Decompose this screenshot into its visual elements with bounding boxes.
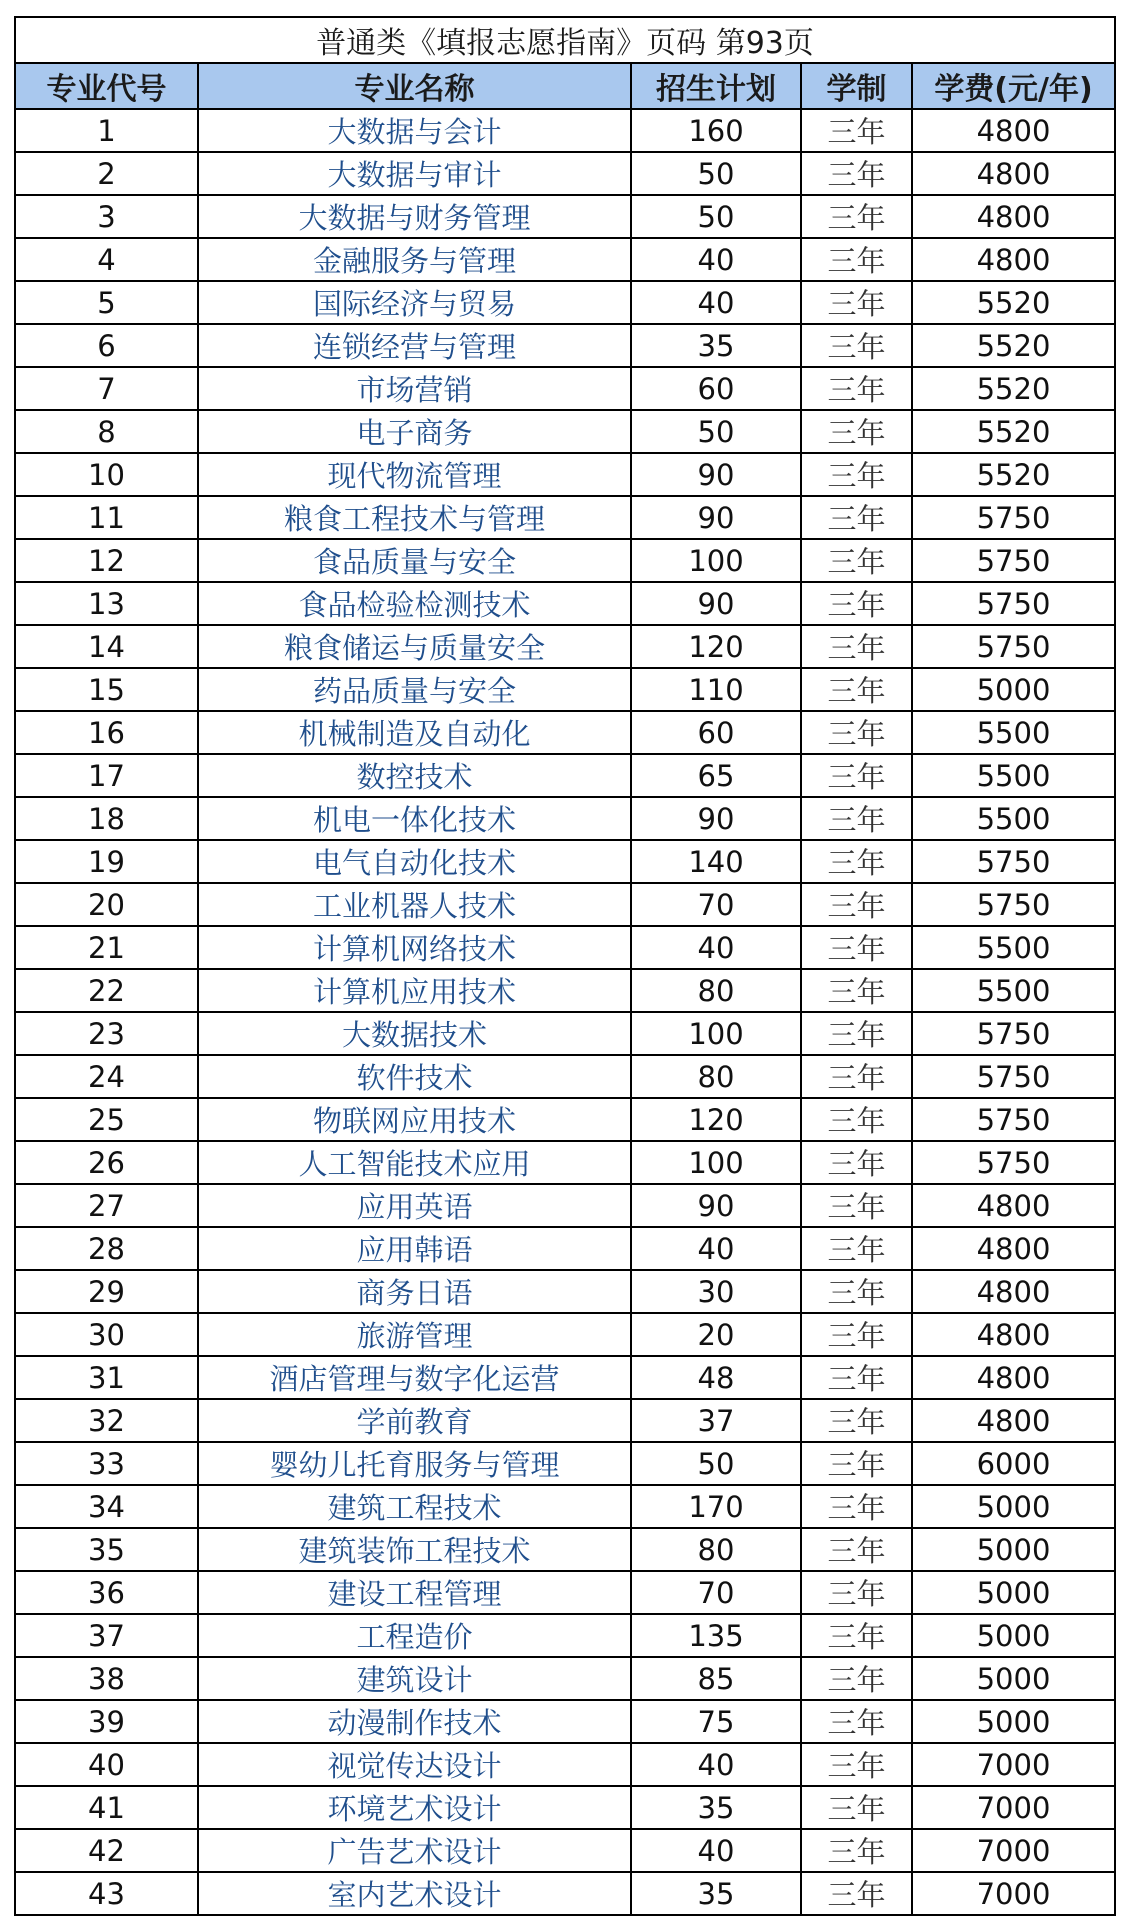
major-name-cell: 旅游管理: [198, 1313, 631, 1356]
major-name-cell: 电子商务: [198, 410, 631, 453]
title-row: [15, 17, 1115, 63]
major-name-cell: 粮食工程技术与管理: [198, 496, 631, 539]
enrollment-plan-cell: 80: [631, 1055, 801, 1098]
major-name-cell: 广告艺术设计: [198, 1829, 631, 1872]
enrollment-plan-cell: 90: [631, 797, 801, 840]
program-length-cell: 三年: [801, 410, 912, 453]
major-code-cell: 36: [15, 1571, 198, 1614]
program-length-cell: 三年: [801, 625, 912, 668]
major-code-cell: 27: [15, 1184, 198, 1227]
program-length-cell: 三年: [801, 1227, 912, 1270]
tuition-fee-cell: 5000: [912, 1485, 1115, 1528]
program-length-cell: 三年: [801, 1356, 912, 1399]
major-name-cell: 大数据与会计: [198, 109, 631, 152]
major-name-cell: 应用英语: [198, 1184, 631, 1227]
tuition-fee-cell: 5750: [912, 625, 1115, 668]
major-code-cell: 25: [15, 1098, 198, 1141]
program-length-cell: 三年: [801, 1872, 912, 1915]
program-length-cell: 三年: [801, 582, 912, 625]
enrollment-plan-cell: 50: [631, 195, 801, 238]
major-name-cell: 大数据与审计: [198, 152, 631, 195]
major-name-cell: 婴幼儿托育服务与管理: [198, 1442, 631, 1485]
major-name-cell: 机电一体化技术: [198, 797, 631, 840]
tuition-fee-cell: 4800: [912, 195, 1115, 238]
major-name-cell: 商务日语: [198, 1270, 631, 1313]
enrollment-plan-cell: 40: [631, 1829, 801, 1872]
major-code-cell: 11: [15, 496, 198, 539]
tuition-fee-cell: 4800: [912, 1184, 1115, 1227]
tuition-fee-cell: 4800: [912, 1356, 1115, 1399]
enrollment-plan-cell: 100: [631, 1141, 801, 1184]
program-length-cell: 三年: [801, 754, 912, 797]
table-row: [15, 195, 1115, 238]
enrollment-plan-cell: 48: [631, 1356, 801, 1399]
table-row: [15, 668, 1115, 711]
enrollment-plan-cell: 35: [631, 1872, 801, 1915]
major-code-cell: 37: [15, 1614, 198, 1657]
tuition-fee-cell: 4800: [912, 152, 1115, 195]
tuition-fee-cell: 5500: [912, 969, 1115, 1012]
tuition-fee-cell: 5750: [912, 1141, 1115, 1184]
major-code-cell: 31: [15, 1356, 198, 1399]
program-length-cell: 三年: [801, 926, 912, 969]
table-row: [15, 1055, 1115, 1098]
tuition-fee-cell: 5750: [912, 883, 1115, 926]
major-code-cell: 21: [15, 926, 198, 969]
enrollment-plan-cell: 140: [631, 840, 801, 883]
enrollment-plan-cell: 90: [631, 496, 801, 539]
enrollment-plan-cell: 90: [631, 453, 801, 496]
table-row: [15, 582, 1115, 625]
major-code-cell: 43: [15, 1872, 198, 1915]
major-name-cell: 市场营销: [198, 367, 631, 410]
major-name-cell: 计算机应用技术: [198, 969, 631, 1012]
program-length-cell: 三年: [801, 1700, 912, 1743]
tuition-fee-cell: 5520: [912, 281, 1115, 324]
major-name-cell: 机械制造及自动化: [198, 711, 631, 754]
table-row: [15, 840, 1115, 883]
major-code-cell: 24: [15, 1055, 198, 1098]
table-row: [15, 1743, 1115, 1786]
table-row: [15, 625, 1115, 668]
major-name-cell: 建设工程管理: [198, 1571, 631, 1614]
enrollment-plan-cell: 20: [631, 1313, 801, 1356]
table-row: [15, 969, 1115, 1012]
tuition-fee-cell: 4800: [912, 1399, 1115, 1442]
program-length-cell: 三年: [801, 1313, 912, 1356]
major-code-cell: 12: [15, 539, 198, 582]
major-code-cell: 38: [15, 1657, 198, 1700]
table-row: [15, 152, 1115, 195]
enrollment-plan-cell: 40: [631, 238, 801, 281]
major-code-cell: 41: [15, 1786, 198, 1829]
enrollment-plan-cell: 90: [631, 582, 801, 625]
major-name-cell: 计算机网络技术: [198, 926, 631, 969]
tuition-fee-cell: 5500: [912, 926, 1115, 969]
major-code-cell: 34: [15, 1485, 198, 1528]
tuition-fee-cell: 7000: [912, 1829, 1115, 1872]
program-length-cell: 三年: [801, 281, 912, 324]
table-row: [15, 1485, 1115, 1528]
program-length-cell: 三年: [801, 668, 912, 711]
table-row: [15, 496, 1115, 539]
tuition-fee-cell: 5520: [912, 324, 1115, 367]
enrollment-plan-cell: 60: [631, 711, 801, 754]
major-name-cell: 软件技术: [198, 1055, 631, 1098]
tuition-fee-cell: 5000: [912, 1700, 1115, 1743]
tuition-fee-cell: 4800: [912, 109, 1115, 152]
table-row: [15, 883, 1115, 926]
enrollment-plan-cell: 85: [631, 1657, 801, 1700]
major-name-cell: 现代物流管理: [198, 453, 631, 496]
tuition-fee-cell: 6000: [912, 1442, 1115, 1485]
table-row: [15, 797, 1115, 840]
tuition-fee-cell: 5000: [912, 1614, 1115, 1657]
tuition-fee-cell: 5750: [912, 582, 1115, 625]
tuition-fee-cell: 5520: [912, 367, 1115, 410]
major-name-cell: 酒店管理与数字化运营: [198, 1356, 631, 1399]
enrollment-plan-cell: 40: [631, 1227, 801, 1270]
table-row: [15, 324, 1115, 367]
enrollment-plan-cell: 100: [631, 539, 801, 582]
program-length-cell: 三年: [801, 1098, 912, 1141]
tuition-fee-cell: 5500: [912, 711, 1115, 754]
major-name-cell: 视觉传达设计: [198, 1743, 631, 1786]
tuition-fee-cell: 5000: [912, 668, 1115, 711]
tuition-fee-cell: 4800: [912, 1227, 1115, 1270]
table-row: [15, 367, 1115, 410]
program-length-cell: 三年: [801, 1657, 912, 1700]
major-code-cell: 23: [15, 1012, 198, 1055]
column-header-code: 专业代号: [15, 63, 198, 109]
column-header-years: 学制: [801, 63, 912, 109]
enrollment-plan-cell: 40: [631, 281, 801, 324]
tuition-fee-cell: 5750: [912, 840, 1115, 883]
enrollment-plan-cell: 37: [631, 1399, 801, 1442]
tuition-fee-cell: 5500: [912, 797, 1115, 840]
major-name-cell: 粮食储运与质量安全: [198, 625, 631, 668]
program-length-cell: 三年: [801, 1786, 912, 1829]
major-code-cell: 40: [15, 1743, 198, 1786]
program-length-cell: 三年: [801, 367, 912, 410]
enrollment-plan-cell: 40: [631, 1743, 801, 1786]
major-name-cell: 食品检验检测技术: [198, 582, 631, 625]
major-code-cell: 2: [15, 152, 198, 195]
major-name-cell: 数控技术: [198, 754, 631, 797]
page-title: 普通类《填报志愿指南》页码 第93页: [15, 17, 1115, 63]
enrollment-plan-cell: 160: [631, 109, 801, 152]
major-name-cell: 国际经济与贸易: [198, 281, 631, 324]
enrollment-plan-cell: 110: [631, 668, 801, 711]
table-row: [15, 1614, 1115, 1657]
tuition-fee-cell: 5000: [912, 1657, 1115, 1700]
table-row: [15, 1141, 1115, 1184]
program-length-cell: 三年: [801, 324, 912, 367]
column-header-name: 专业名称: [198, 63, 631, 109]
program-length-cell: 三年: [801, 969, 912, 1012]
table-row: [15, 1786, 1115, 1829]
major-name-cell: 电气自动化技术: [198, 840, 631, 883]
program-length-cell: 三年: [801, 883, 912, 926]
table-row: [15, 1571, 1115, 1614]
column-header-plan: 招生计划: [631, 63, 801, 109]
table-row: [15, 109, 1115, 152]
major-code-cell: 22: [15, 969, 198, 1012]
tuition-fee-cell: 7000: [912, 1872, 1115, 1915]
program-length-cell: 三年: [801, 1270, 912, 1313]
program-length-cell: 三年: [801, 1055, 912, 1098]
program-length-cell: 三年: [801, 1829, 912, 1872]
enrollment-plan-cell: 100: [631, 1012, 801, 1055]
tuition-fee-cell: 4800: [912, 1313, 1115, 1356]
tuition-fee-cell: 7000: [912, 1786, 1115, 1829]
major-name-cell: 建筑工程技术: [198, 1485, 631, 1528]
tuition-fee-cell: 7000: [912, 1743, 1115, 1786]
header-row: [15, 63, 1115, 109]
major-code-cell: 39: [15, 1700, 198, 1743]
major-code-cell: 15: [15, 668, 198, 711]
enrollment-plan-cell: 90: [631, 1184, 801, 1227]
program-length-cell: 三年: [801, 1141, 912, 1184]
table-row: [15, 1313, 1115, 1356]
table-row: [15, 1184, 1115, 1227]
major-code-cell: 42: [15, 1829, 198, 1872]
program-length-cell: 三年: [801, 1571, 912, 1614]
major-code-cell: 3: [15, 195, 198, 238]
major-name-cell: 金融服务与管理: [198, 238, 631, 281]
major-code-cell: 5: [15, 281, 198, 324]
major-name-cell: 工程造价: [198, 1614, 631, 1657]
major-name-cell: 大数据技术: [198, 1012, 631, 1055]
table-row: [15, 1442, 1115, 1485]
major-code-cell: 4: [15, 238, 198, 281]
enrollment-plan-cell: 80: [631, 969, 801, 1012]
major-code-cell: 1: [15, 109, 198, 152]
program-length-cell: 三年: [801, 797, 912, 840]
major-name-cell: 药品质量与安全: [198, 668, 631, 711]
major-name-cell: 应用韩语: [198, 1227, 631, 1270]
tuition-fee-cell: 4800: [912, 1270, 1115, 1313]
major-code-cell: 30: [15, 1313, 198, 1356]
program-length-cell: 三年: [801, 195, 912, 238]
program-length-cell: 三年: [801, 840, 912, 883]
table-row: [15, 1657, 1115, 1700]
program-length-cell: 三年: [801, 109, 912, 152]
enrollment-plan-cell: 30: [631, 1270, 801, 1313]
major-code-cell: 19: [15, 840, 198, 883]
program-length-cell: 三年: [801, 539, 912, 582]
major-code-cell: 7: [15, 367, 198, 410]
tuition-fee-cell: 5750: [912, 539, 1115, 582]
table-row: [15, 1528, 1115, 1571]
enrollment-plan-cell: 65: [631, 754, 801, 797]
program-length-cell: 三年: [801, 711, 912, 754]
major-code-cell: 13: [15, 582, 198, 625]
program-length-cell: 三年: [801, 1743, 912, 1786]
tuition-fee-cell: 5520: [912, 453, 1115, 496]
enrollment-plan-cell: 50: [631, 410, 801, 453]
table-row: [15, 1227, 1115, 1270]
program-length-cell: 三年: [801, 238, 912, 281]
major-name-cell: 食品质量与安全: [198, 539, 631, 582]
program-length-cell: 三年: [801, 1485, 912, 1528]
table-row: [15, 238, 1115, 281]
major-name-cell: 学前教育: [198, 1399, 631, 1442]
program-length-cell: 三年: [801, 1528, 912, 1571]
program-length-cell: 三年: [801, 1614, 912, 1657]
enrollment-plan-cell: 170: [631, 1485, 801, 1528]
table-row: [15, 1270, 1115, 1313]
table-row: [15, 410, 1115, 453]
enrollment-plan-cell: 60: [631, 367, 801, 410]
enrollment-plan-cell: 35: [631, 324, 801, 367]
tuition-fee-cell: 5500: [912, 754, 1115, 797]
table-row: [15, 1399, 1115, 1442]
major-code-cell: 18: [15, 797, 198, 840]
tuition-fee-cell: 5750: [912, 1012, 1115, 1055]
table-row: [15, 1700, 1115, 1743]
table-row: [15, 711, 1115, 754]
tuition-fee-cell: 5750: [912, 1055, 1115, 1098]
column-header-fee: 学费(元/年): [912, 63, 1115, 109]
enrollment-plan-cell: 35: [631, 1786, 801, 1829]
program-length-cell: 三年: [801, 1442, 912, 1485]
enrollment-plan-cell: 70: [631, 1571, 801, 1614]
program-length-cell: 三年: [801, 1184, 912, 1227]
major-name-cell: 物联网应用技术: [198, 1098, 631, 1141]
tuition-fee-cell: 4800: [912, 238, 1115, 281]
major-code-cell: 20: [15, 883, 198, 926]
enrollment-plan-cell: 120: [631, 625, 801, 668]
enrollment-plan-cell: 75: [631, 1700, 801, 1743]
major-code-cell: 32: [15, 1399, 198, 1442]
enrollment-table: [14, 16, 1116, 1916]
major-name-cell: 建筑设计: [198, 1657, 631, 1700]
major-code-cell: 35: [15, 1528, 198, 1571]
major-name-cell: 建筑装饰工程技术: [198, 1528, 631, 1571]
tuition-fee-cell: 5000: [912, 1571, 1115, 1614]
program-length-cell: 三年: [801, 453, 912, 496]
table-row: [15, 1098, 1115, 1141]
table-row: [15, 539, 1115, 582]
major-code-cell: 29: [15, 1270, 198, 1313]
program-length-cell: 三年: [801, 496, 912, 539]
major-code-cell: 28: [15, 1227, 198, 1270]
major-code-cell: 8: [15, 410, 198, 453]
tuition-fee-cell: 5000: [912, 1528, 1115, 1571]
enrollment-plan-cell: 50: [631, 152, 801, 195]
enrollment-plan-cell: 135: [631, 1614, 801, 1657]
tuition-fee-cell: 5750: [912, 496, 1115, 539]
major-code-cell: 6: [15, 324, 198, 367]
table-row: [15, 1829, 1115, 1872]
major-code-cell: 33: [15, 1442, 198, 1485]
enrollment-plan-cell: 50: [631, 1442, 801, 1485]
major-name-cell: 工业机器人技术: [198, 883, 631, 926]
table-row: [15, 1012, 1115, 1055]
major-name-cell: 室内艺术设计: [198, 1872, 631, 1915]
table-row: [15, 453, 1115, 496]
major-name-cell: 环境艺术设计: [198, 1786, 631, 1829]
table-row: [15, 1872, 1115, 1915]
enrollment-plan-cell: 80: [631, 1528, 801, 1571]
major-code-cell: 16: [15, 711, 198, 754]
table-row: [15, 281, 1115, 324]
program-length-cell: 三年: [801, 1012, 912, 1055]
enrollment-plan-cell: 40: [631, 926, 801, 969]
major-code-cell: 26: [15, 1141, 198, 1184]
table-row: [15, 1356, 1115, 1399]
program-length-cell: 三年: [801, 152, 912, 195]
program-length-cell: 三年: [801, 1399, 912, 1442]
major-name-cell: 人工智能技术应用: [198, 1141, 631, 1184]
table-row: [15, 754, 1115, 797]
enrollment-plan-cell: 120: [631, 1098, 801, 1141]
major-code-cell: 17: [15, 754, 198, 797]
tuition-fee-cell: 5750: [912, 1098, 1115, 1141]
enrollment-plan-cell: 70: [631, 883, 801, 926]
table-row: [15, 926, 1115, 969]
major-name-cell: 连锁经营与管理: [198, 324, 631, 367]
table-body: [15, 109, 1115, 1915]
tuition-fee-cell: 5520: [912, 410, 1115, 453]
major-code-cell: 14: [15, 625, 198, 668]
major-code-cell: 10: [15, 453, 198, 496]
major-name-cell: 动漫制作技术: [198, 1700, 631, 1743]
major-name-cell: 大数据与财务管理: [198, 195, 631, 238]
